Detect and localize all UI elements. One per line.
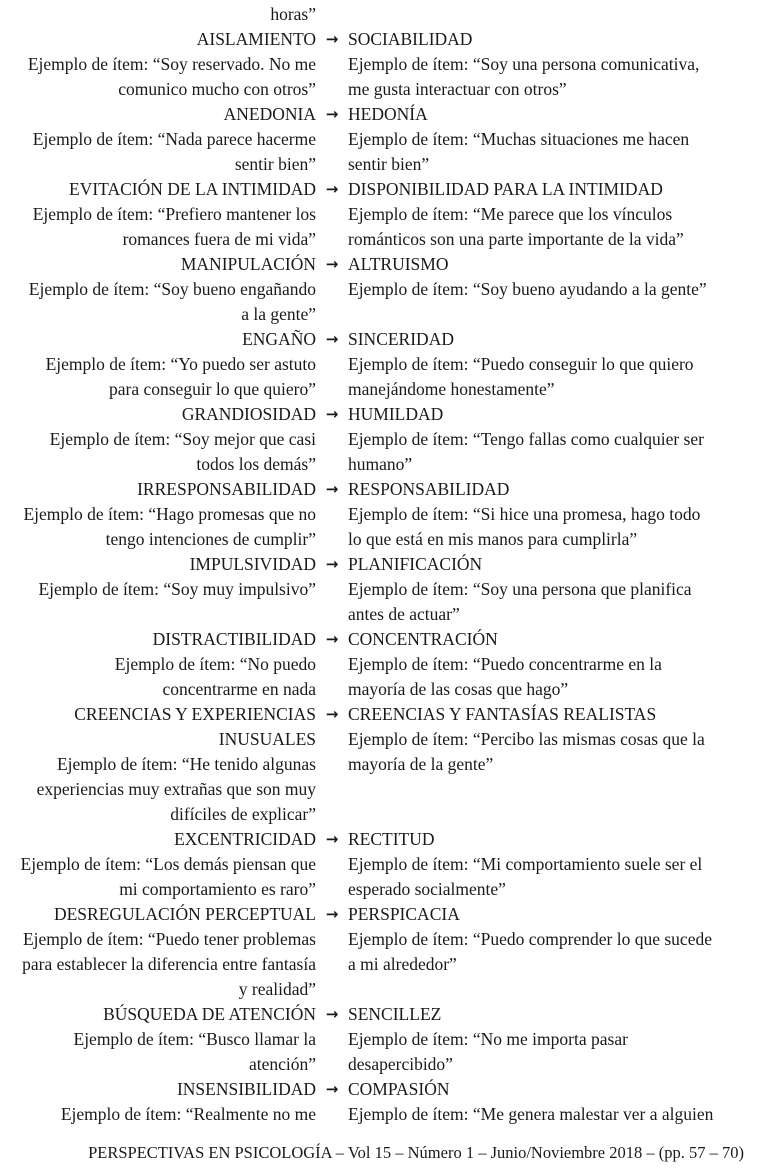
adaptive-example-line: Ejemplo de ítem: “Soy una persona comunicativa, — [348, 54, 700, 74]
trait-title-row — [0, 27, 760, 52]
trait-title-row — [0, 552, 760, 577]
adaptive-example — [348, 277, 760, 302]
maladaptive-example-line: atención” — [248, 1054, 316, 1074]
right-arrow-icon: → — [325, 905, 339, 923]
maladaptive-example-line: Ejemplo de ítem: “Realmente no me — [60, 1104, 316, 1124]
maladaptive-trait-title-line: MANIPULACIÓN — [180, 254, 316, 274]
adaptive-example-line: Ejemplo de ítem: “Puedo concentrarme en la — [348, 654, 662, 674]
maladaptive-trait-title-line: DISTRACTIBILIDAD — [152, 629, 316, 649]
example-row — [0, 1027, 760, 1077]
right-arrow-icon: → — [325, 705, 339, 723]
adaptive-example-line: a mi alrededor” — [348, 954, 457, 974]
maladaptive-example-line: Ejemplo de ítem: “Nada parece hacerme — [32, 129, 316, 149]
maladaptive-trait-title-line: INSENSIBILIDAD — [176, 1079, 316, 1099]
adaptive-example-line: desapercibido” — [348, 1054, 453, 1074]
maladaptive-example-line: romances fuera de mi vida” — [122, 229, 316, 249]
maladaptive-trait-title-line: AISLAMIENTO — [196, 29, 316, 49]
maladaptive-example — [0, 352, 316, 402]
maladaptive-example-line: Ejemplo de ítem: “Prefiero mantener los — [32, 204, 316, 224]
maladaptive-trait-title — [0, 627, 316, 652]
maladaptive-trait-title-line: EXCENTRICIDAD — [174, 829, 316, 849]
example-row — [0, 127, 760, 177]
trait-pairs-list — [0, 2, 760, 1127]
adaptive-trait-title — [348, 1002, 760, 1027]
maladaptive-example-line: tengo intenciones de cumplir” — [105, 529, 316, 549]
maladaptive-example — [0, 852, 316, 902]
adaptive-trait-title-line: RESPONSABILIDAD — [348, 479, 510, 499]
adaptive-example-line: esperado socialmente” — [348, 879, 506, 899]
maladaptive-trait-title-line: CREENCIAS Y EXPERIENCIAS — [74, 704, 316, 724]
trait-title-row — [0, 627, 760, 652]
maladaptive-example-line: a la gente” — [241, 304, 316, 324]
maladaptive-example-line: Ejemplo de ítem: “Soy mejor que casi — [49, 429, 316, 449]
maladaptive-example-line: Ejemplo de ítem: “Busco llamar la — [73, 1029, 316, 1049]
adaptive-example-line: mayoría de las cosas que hago” — [348, 679, 569, 699]
trait-title-row — [0, 177, 760, 202]
trait-title-row — [0, 827, 760, 852]
maladaptive-example-line: Ejemplo de ítem: “Los demás piensan que — [20, 854, 316, 874]
example-row — [0, 927, 760, 1002]
maladaptive-example — [0, 277, 316, 327]
adaptive-trait-title-line: DISPONIBILIDAD PARA LA INTIMIDAD — [348, 179, 663, 199]
trait-title-row — [0, 252, 760, 277]
maladaptive-example — [0, 752, 316, 827]
right-arrow-icon: → — [325, 555, 339, 573]
maladaptive-example — [0, 502, 316, 552]
maladaptive-example-line: para establecer la diferencia entre fantasía — [22, 954, 316, 974]
right-arrow-icon: → — [325, 255, 339, 273]
continuation-left — [0, 2, 316, 27]
maladaptive-trait-title-line: IMPULSIVIDAD — [189, 554, 316, 574]
maladaptive-example — [0, 927, 316, 1002]
example-row — [0, 52, 760, 102]
maladaptive-trait-title — [0, 252, 316, 277]
adaptive-trait-title — [348, 177, 760, 202]
maladaptive-trait-title — [0, 552, 316, 577]
maladaptive-example — [0, 1027, 316, 1077]
maladaptive-example-line: Ejemplo de ítem: “Hago promesas que no — [23, 504, 316, 524]
maladaptive-example-line: sentir bien” — [234, 154, 316, 174]
maladaptive-trait-title — [0, 177, 316, 202]
adaptive-example — [348, 502, 760, 552]
maladaptive-trait-title — [0, 902, 316, 927]
maladaptive-example-line: Ejemplo de ítem: “No puedo — [114, 654, 316, 674]
adaptive-trait-title — [348, 627, 760, 652]
adaptive-example-line: Ejemplo de ítem: “Soy una persona que planifica — [348, 579, 692, 599]
adaptive-trait-title — [348, 27, 760, 52]
adaptive-trait-title — [348, 552, 760, 577]
adaptive-example — [348, 1102, 760, 1127]
maladaptive-trait-title-line: ANEDONIA — [223, 104, 316, 124]
maladaptive-example-line: Ejemplo de ítem: “Soy reservado. No me — [27, 54, 316, 74]
adaptive-example — [348, 352, 760, 402]
continuation-line: horas” — [270, 4, 316, 24]
adaptive-example — [348, 202, 760, 252]
adaptive-example-line: románticos son una parte importante de la vida” — [348, 229, 684, 249]
maladaptive-example-line: Ejemplo de ítem: “Soy bueno engañando — [28, 279, 316, 299]
adaptive-trait-title-line: CREENCIAS Y FANTASÍAS REALISTAS — [348, 704, 657, 724]
maladaptive-example-line: concentrarme en nada — [162, 679, 316, 699]
maladaptive-trait-title-line: BÚSQUEDA DE ATENCIÓN — [103, 1004, 316, 1024]
maladaptive-trait-title — [0, 1002, 316, 1027]
adaptive-example-line: manejándome honestamente” — [348, 379, 555, 399]
maladaptive-example-line: para conseguir lo que quiero” — [108, 379, 316, 399]
maladaptive-trait-title — [0, 327, 316, 352]
trait-title-row — [0, 1077, 760, 1102]
adaptive-trait-title-line: PLANIFICACIÓN — [348, 554, 483, 574]
adaptive-trait-title-line: SINCERIDAD — [348, 329, 454, 349]
adaptive-example-line: Ejemplo de ítem: “Muchas situaciones me hacen — [348, 129, 690, 149]
example-row — [0, 202, 760, 252]
adaptive-example-line: Ejemplo de ítem: “Percibo las mismas cosas que la — [348, 729, 705, 749]
maladaptive-example — [0, 127, 316, 177]
adaptive-trait-title-line: COMPASIÓN — [348, 1079, 450, 1099]
adaptive-trait-title-line: SOCIABILIDAD — [348, 29, 473, 49]
adaptive-example-line: me gusta interactuar con otros” — [348, 79, 567, 99]
adaptive-example-line: humano” — [348, 454, 413, 474]
adaptive-example — [348, 1027, 760, 1077]
adaptive-trait-title — [348, 1077, 760, 1102]
right-arrow-icon: → — [325, 830, 339, 848]
maladaptive-trait-title — [0, 827, 316, 852]
maladaptive-example — [0, 652, 316, 702]
maladaptive-trait-title — [0, 1077, 316, 1102]
maladaptive-example — [0, 52, 316, 102]
example-row — [0, 427, 760, 477]
maladaptive-trait-title-line: DESREGULACIÓN PERCEPTUAL — [53, 904, 316, 924]
adaptive-trait-title-line: HUMILDAD — [348, 404, 444, 424]
adaptive-example-line: Ejemplo de ítem: “No me importa pasar — [348, 1029, 628, 1049]
adaptive-trait-title-line: SENCILLEZ — [348, 1004, 442, 1024]
page-footer: PERSPECTIVAS EN PSICOLOGÍA – Vol 15 – Número 1 – Junio/Noviembre 2018 – (pp. 57 – 70) — [88, 1143, 744, 1162]
right-arrow-icon: → — [325, 1080, 339, 1098]
adaptive-trait-title-line: RECTITUD — [348, 829, 435, 849]
example-row — [0, 652, 760, 702]
right-arrow-icon: → — [325, 1005, 339, 1023]
adaptive-example — [348, 127, 760, 177]
pairs-container — [0, 27, 760, 1127]
adaptive-example-line: lo que está en mis manos para cumplirla” — [348, 529, 638, 549]
trait-title-row — [0, 402, 760, 427]
adaptive-trait-title — [348, 102, 760, 127]
adaptive-example — [348, 852, 760, 902]
adaptive-example-line: Ejemplo de ítem: “Puedo comprender lo que sucede — [348, 929, 712, 949]
right-arrow-icon: → — [325, 30, 339, 48]
adaptive-trait-title-line: CONCENTRACIÓN — [348, 629, 498, 649]
trait-title-row — [0, 477, 760, 502]
maladaptive-example — [0, 427, 316, 477]
example-row — [0, 502, 760, 552]
maladaptive-trait-title-line: IRRESPONSABILIDAD — [137, 479, 316, 499]
continuation-row — [0, 2, 760, 27]
right-arrow-icon: → — [325, 105, 339, 123]
maladaptive-example-line: Ejemplo de ítem: “Soy muy impulsivo” — [38, 579, 316, 599]
maladaptive-example — [0, 202, 316, 252]
maladaptive-example-line: Ejemplo de ítem: “He tenido algunas — [56, 754, 316, 774]
maladaptive-example — [0, 577, 316, 602]
example-row — [0, 852, 760, 902]
maladaptive-example-line: y realidad” — [238, 979, 316, 999]
adaptive-example — [348, 52, 760, 102]
right-arrow-icon: → — [325, 180, 339, 198]
adaptive-example-line: Ejemplo de ítem: “Puedo conseguir lo que quiero — [348, 354, 694, 374]
adaptive-example-line: Ejemplo de ítem: “Mi comportamiento suele ser el — [348, 854, 703, 874]
right-arrow-icon: → — [325, 630, 339, 648]
maladaptive-example — [0, 1102, 316, 1127]
maladaptive-trait-title-line: ENGAÑO — [242, 329, 316, 349]
adaptive-example — [348, 427, 760, 477]
adaptive-trait-title-line: ALTRUISMO — [348, 254, 449, 274]
maladaptive-trait-title — [0, 702, 316, 752]
example-row — [0, 352, 760, 402]
adaptive-trait-title-line: HEDONÍA — [348, 104, 428, 124]
adaptive-trait-title — [348, 327, 760, 352]
adaptive-example-line: Ejemplo de ítem: “Me genera malestar ver a alguien — [348, 1104, 714, 1124]
example-row — [0, 277, 760, 327]
adaptive-example-line: Ejemplo de ítem: “Tengo fallas como cualquier ser — [348, 429, 704, 449]
adaptive-example — [348, 927, 760, 977]
maladaptive-trait-title — [0, 402, 316, 427]
right-arrow-icon: → — [325, 480, 339, 498]
maladaptive-example-line: Ejemplo de ítem: “Puedo tener problemas — [22, 929, 316, 949]
maladaptive-trait-title — [0, 477, 316, 502]
example-row — [0, 1102, 760, 1127]
maladaptive-example-line: Ejemplo de ítem: “Yo puedo ser astuto — [45, 354, 316, 374]
adaptive-example-line: mayoría de la gente” — [348, 754, 494, 774]
adaptive-trait-title — [348, 702, 760, 777]
maladaptive-trait-title-line: INUSUALES — [218, 729, 316, 749]
adaptive-example — [348, 577, 760, 627]
adaptive-example-line: Ejemplo de ítem: “Me parece que los vínculos — [348, 204, 673, 224]
maladaptive-trait-title-line: GRANDIOSIDAD — [181, 404, 316, 424]
maladaptive-example-line: comunico mucho con otros” — [118, 79, 316, 99]
adaptive-trait-title — [348, 402, 760, 427]
right-arrow-icon: → — [325, 405, 339, 423]
adaptive-trait-title — [348, 827, 760, 852]
adaptive-trait-title — [348, 252, 760, 277]
adaptive-example-line: antes de actuar” — [348, 604, 460, 624]
maladaptive-example-line: experiencias muy extrañas que son muy — [36, 779, 316, 799]
trait-title-row — [0, 102, 760, 127]
maladaptive-example-line: mi comportamiento es raro” — [119, 879, 316, 899]
adaptive-example-line: Ejemplo de ítem: “Si hice una promesa, hago todo — [348, 504, 701, 524]
trait-title-row — [0, 327, 760, 352]
maladaptive-example-line: todos los demás” — [196, 454, 316, 474]
example-row — [0, 577, 760, 627]
maladaptive-trait-title — [0, 27, 316, 52]
maladaptive-trait-title — [0, 102, 316, 127]
adaptive-example-line: sentir bien” — [348, 154, 430, 174]
right-arrow-icon: → — [325, 330, 339, 348]
adaptive-trait-title — [348, 477, 760, 502]
maladaptive-trait-title-line: EVITACIÓN DE LA INTIMIDAD — [69, 179, 316, 199]
trait-title-row — [0, 1002, 760, 1027]
adaptive-trait-title — [348, 902, 760, 927]
adaptive-example-line: Ejemplo de ítem: “Soy bueno ayudando a la gente” — [348, 279, 707, 299]
maladaptive-example-line: difíciles de explicar” — [170, 804, 316, 824]
trait-title-row — [0, 902, 760, 927]
adaptive-trait-title-line: PERSPICACIA — [348, 904, 460, 924]
adaptive-example — [348, 652, 760, 702]
